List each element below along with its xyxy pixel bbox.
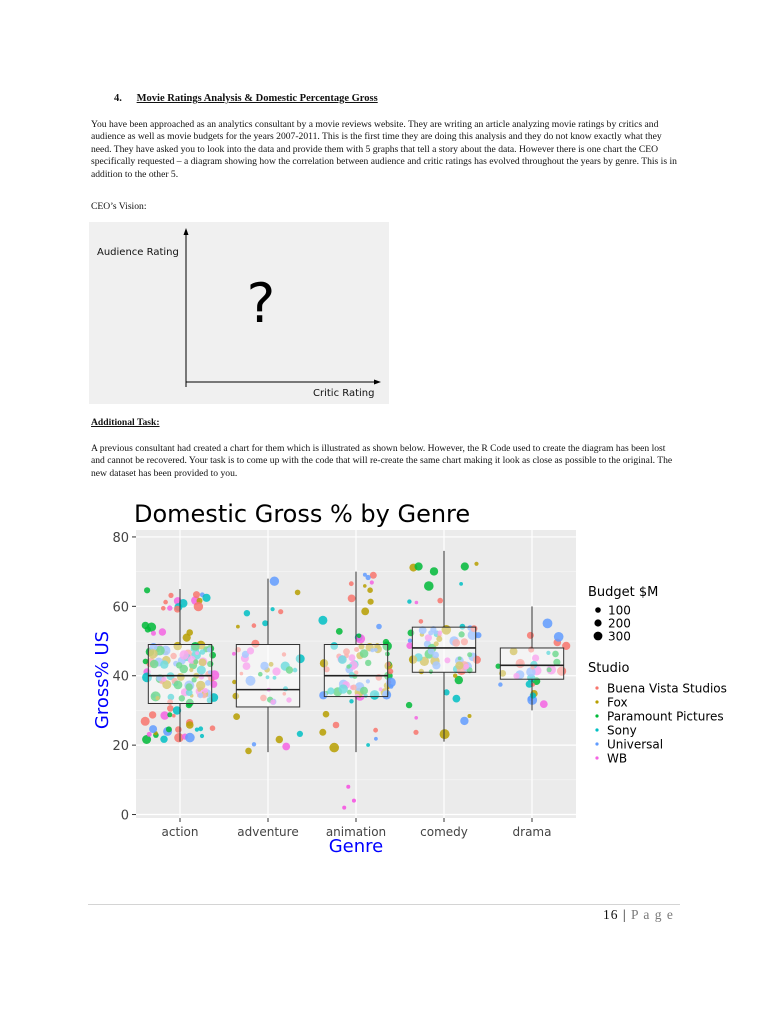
intro-paragraph: You have been approached as an analytics consultant by a movie reviews website. They are writing an article analyzing movie ratings by critics and audience as well as movie budgets for the years 2007-2011. This is the first time they are doing this analysis and they do not know exactly what they need. They have asked you to look into the data and provide them with 5 graphs that tell a story about the data. However there is one chart the CEO specifically requested – a diagram showing how the correlation between audience and critic ratings has evolved throughout the years by genre. This is in addition to the other 5.	[91, 119, 677, 180]
data-point	[407, 599, 411, 603]
data-point	[149, 725, 157, 733]
data-point	[244, 610, 250, 616]
data-point	[295, 590, 301, 596]
legend-color-marker	[595, 714, 598, 717]
data-point	[389, 684, 394, 689]
data-point	[408, 639, 412, 643]
legend-color-label: Universal	[607, 737, 664, 752]
data-point	[141, 717, 150, 726]
box-drama	[500, 648, 563, 679]
data-point	[271, 607, 275, 611]
data-point	[419, 619, 424, 624]
data-point	[357, 634, 362, 639]
data-point	[149, 711, 156, 718]
data-point	[236, 625, 240, 629]
section-number: 4.	[114, 93, 122, 104]
data-point	[245, 748, 252, 755]
legend-color-marker	[595, 700, 598, 703]
legend-size-marker	[594, 619, 601, 626]
legend-color-label: Buena Vista Studios	[607, 681, 727, 696]
section-title: Movie Ratings Analysis & Domestic Percentage Gross	[136, 93, 378, 104]
data-point	[172, 714, 176, 718]
ceo-vision-sketch	[89, 222, 389, 404]
data-point	[368, 599, 374, 605]
data-point	[163, 600, 168, 605]
y-tick-label: 20	[112, 739, 129, 755]
data-point	[167, 605, 172, 610]
data-point	[167, 705, 174, 712]
additional-task-heading: Additional Task:	[91, 417, 160, 428]
legend-size-marker	[595, 607, 601, 613]
data-point-outlier	[342, 806, 346, 810]
legend-color-marker	[595, 756, 598, 759]
data-point	[194, 602, 203, 611]
ceo-vision-label: CEO’s Vision:	[91, 201, 147, 212]
data-point	[193, 591, 200, 598]
data-point	[262, 620, 268, 626]
legend-color-label: Fox	[607, 695, 628, 710]
y-tick-label: 60	[112, 600, 129, 616]
legend-size-marker	[594, 632, 603, 641]
data-point	[388, 669, 394, 675]
data-point	[202, 594, 210, 602]
x-tick-label-adventure: adventure	[237, 825, 299, 839]
x-tick-label-action: action	[161, 825, 199, 839]
data-point	[168, 593, 173, 598]
data-point	[144, 587, 150, 593]
section-heading	[114, 93, 378, 104]
data-point	[147, 732, 152, 737]
data-point	[527, 632, 534, 639]
data-point	[200, 734, 204, 738]
x-tick-label-animation: animation	[325, 825, 387, 839]
y-tick-label: 80	[112, 530, 129, 546]
sketch-y-label: Audience Rating	[97, 247, 179, 258]
legend-color-marker	[595, 742, 598, 745]
legend-color-marker	[595, 728, 598, 731]
data-point	[145, 626, 151, 632]
data-point	[459, 582, 463, 586]
footer-divider	[88, 904, 680, 905]
data-point	[186, 721, 194, 729]
chart-title: Domestic Gross % by Genre	[134, 500, 471, 528]
data-point	[270, 577, 279, 586]
data-point	[349, 699, 353, 703]
data-point	[232, 652, 236, 656]
x-tick-label-drama: drama	[512, 825, 552, 839]
data-point	[453, 674, 457, 678]
data-point	[530, 692, 536, 698]
data-point	[329, 743, 339, 753]
legend-studio-title: Studio	[588, 661, 630, 676]
data-point	[336, 628, 343, 635]
data-point	[366, 743, 370, 747]
data-point	[166, 726, 172, 732]
data-point	[186, 629, 193, 636]
legend-budget-entries	[594, 604, 631, 644]
data-point	[198, 726, 203, 731]
legend-color-marker	[595, 686, 598, 689]
data-point	[376, 624, 382, 630]
legend-size-label: 100	[608, 603, 631, 618]
data-point	[540, 700, 548, 708]
data-point	[430, 567, 438, 575]
page-word: P a g e	[630, 907, 674, 922]
data-point	[278, 609, 283, 614]
data-point	[554, 632, 564, 642]
legend-color-label: Sony	[607, 723, 637, 738]
data-point	[361, 608, 369, 616]
page-number: 16	[603, 907, 619, 922]
additional-task-text: A previous consultant had created a chart for them which is illustrated as shown below. However, the R Code used to create the diagram has been lost and cannot be recovered. Your task is to come up with the code that will re-create the same chart making it look as close as possible to the original. The new dataset has been provided to you.	[91, 443, 673, 479]
sketch-question-mark: ?	[246, 272, 276, 335]
box-comedy	[412, 627, 475, 672]
page-separator: |	[618, 907, 631, 922]
data-point	[233, 713, 240, 720]
data-point	[252, 623, 257, 628]
data-point	[498, 682, 502, 686]
y-tick-label: 0	[120, 808, 129, 824]
legend-color-label: WB	[607, 751, 628, 766]
data-point	[460, 717, 468, 725]
y-tick-label: 40	[112, 669, 129, 685]
data-point	[159, 628, 166, 635]
data-point	[210, 725, 216, 731]
data-point	[319, 729, 326, 736]
legend-size-label: 300	[608, 629, 631, 644]
data-point	[161, 606, 166, 611]
data-point-outlier	[346, 785, 350, 789]
data-point	[349, 581, 354, 586]
data-point	[363, 584, 367, 588]
data-point	[440, 729, 450, 739]
data-point	[318, 616, 327, 625]
data-point	[370, 580, 374, 584]
data-point	[406, 702, 412, 708]
x-tick-label-comedy: comedy	[420, 825, 468, 839]
data-point	[415, 562, 423, 570]
data-point	[474, 562, 478, 566]
data-point	[195, 728, 199, 732]
data-point	[167, 712, 172, 717]
data-point	[297, 731, 303, 737]
data-point	[151, 631, 156, 636]
data-point	[543, 619, 553, 629]
data-point	[415, 601, 419, 605]
y-axis-title: Gross% US	[92, 630, 113, 730]
data-point	[461, 562, 469, 570]
data-point	[333, 722, 340, 729]
legend-size-label: 200	[608, 616, 631, 631]
box-adventure	[236, 645, 299, 707]
box-animation	[324, 645, 387, 697]
data-point	[185, 733, 195, 743]
sketch-x-label: Critic Rating	[313, 388, 375, 399]
data-point	[348, 595, 356, 603]
data-point	[437, 598, 443, 604]
data-point	[468, 714, 472, 718]
data-point	[160, 736, 167, 743]
data-point	[276, 736, 283, 743]
data-point	[424, 581, 434, 591]
data-point	[323, 711, 330, 718]
legend-budget-title: Budget $M	[588, 585, 659, 600]
legend-color-label: Paramount Pictures	[607, 709, 724, 724]
domestic-gross-chart	[86, 490, 736, 865]
data-point	[252, 742, 256, 746]
data-point	[367, 587, 373, 593]
data-point	[453, 695, 461, 703]
data-point	[282, 743, 290, 751]
data-point	[374, 737, 378, 741]
data-point	[413, 730, 418, 735]
data-point-outlier	[352, 799, 356, 803]
data-point	[143, 659, 149, 665]
box-action	[148, 645, 211, 704]
data-point	[373, 728, 378, 733]
data-point	[475, 632, 481, 638]
page-footer	[603, 907, 674, 923]
data-point	[370, 572, 377, 579]
data-point	[414, 716, 418, 720]
data-point	[366, 575, 371, 580]
data-point	[175, 726, 182, 733]
x-axis-title: Genre	[328, 836, 384, 857]
